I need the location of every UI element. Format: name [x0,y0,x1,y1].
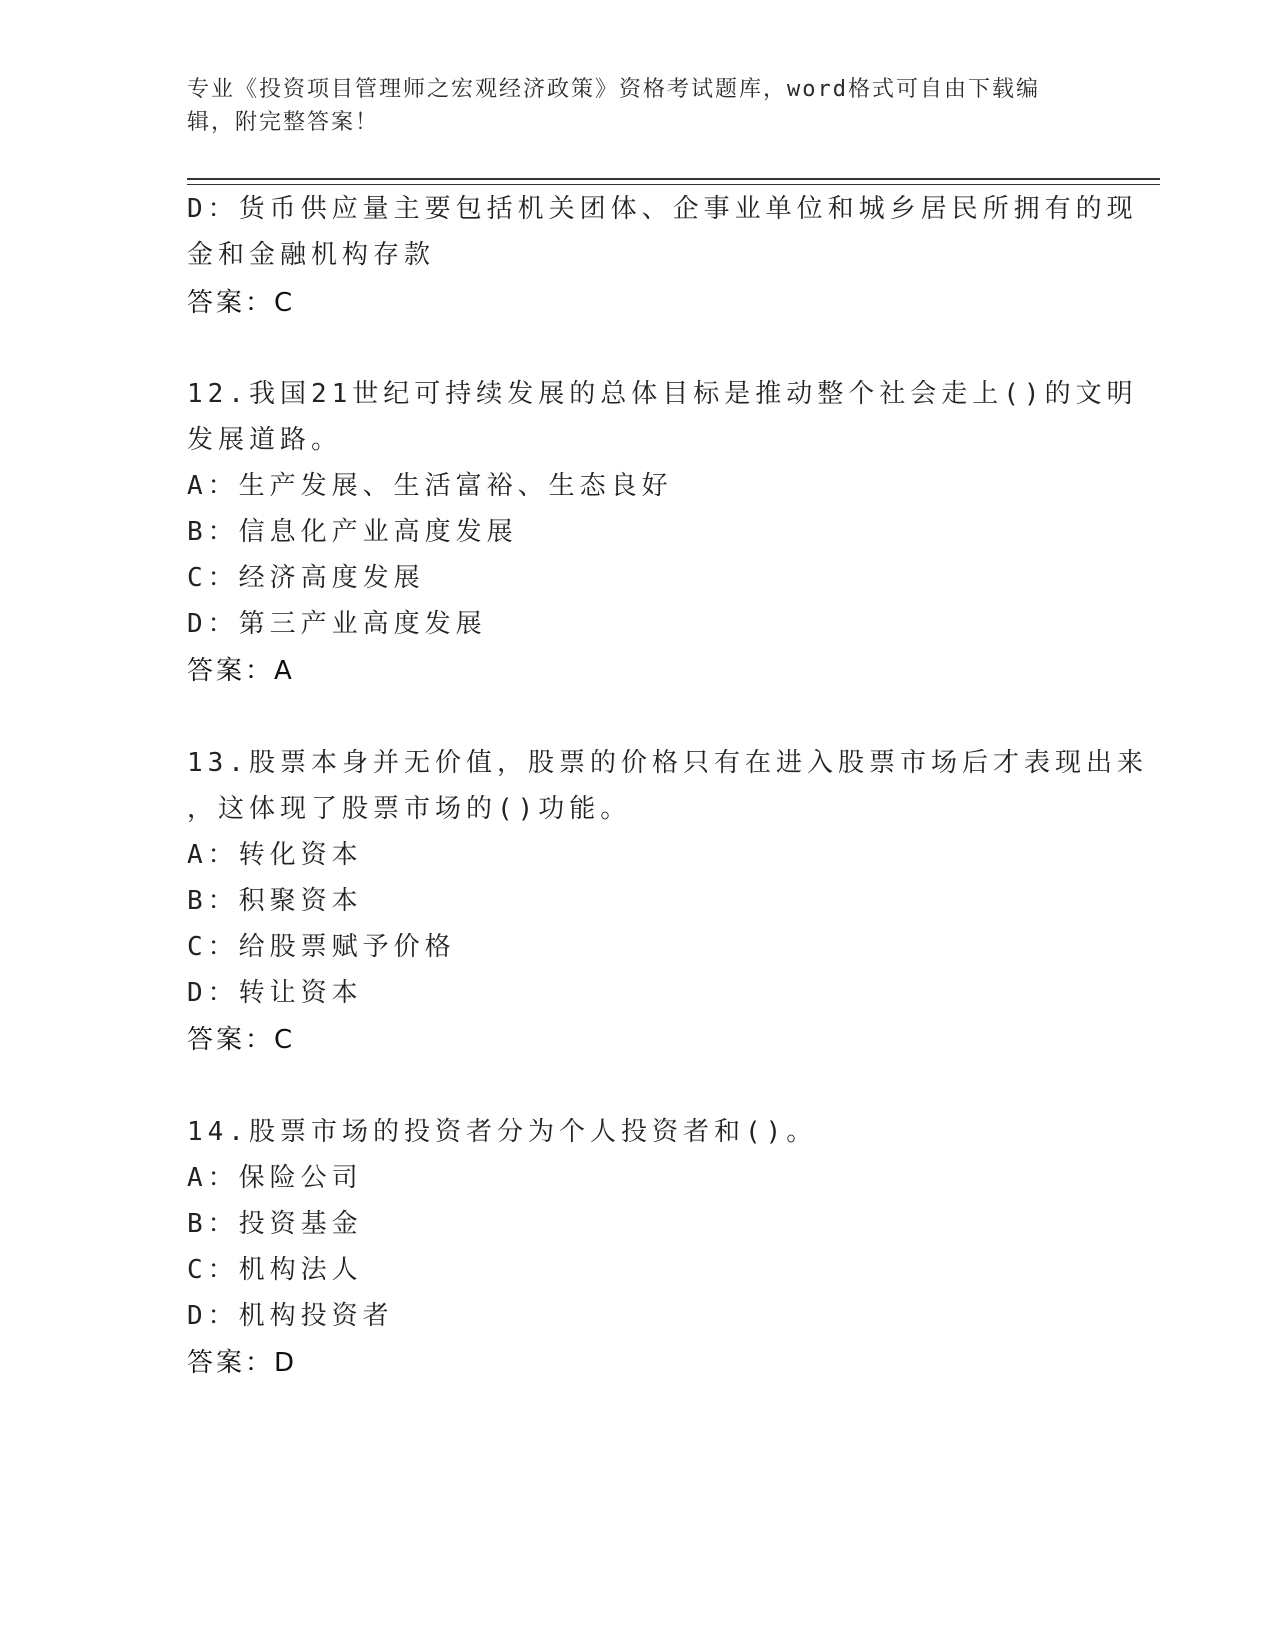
q14-option-b: B：投资基金 [187,1209,363,1239]
q13-answer: 答案：C [187,1025,296,1055]
q14-option-d: D：机构投资者 [187,1301,394,1331]
q12-answer: 答案：A [187,656,295,686]
q12-option-c: C：经济高度发展 [187,563,425,593]
header-line-2: 辑，附完整答案！ [187,110,380,135]
header-rule-top [187,178,1160,180]
carry-option-d-line-2: 金和金融机构存款 [187,240,436,270]
q13-option-a: A：转化资本 [187,840,363,870]
q12-option-b: B：信息化产业高度发展 [187,517,518,547]
q12-option-d: D：第三产业高度发展 [187,609,487,639]
carry-answer: 答案：C [187,288,296,318]
q12-stem-line-2: 发展道路。 [187,425,343,455]
page-header [187,73,1087,139]
header-line-1: 专业《投资项目管理师之宏观经济政策》资格考试题库，word格式可自由下载编 [187,77,1040,102]
q14-option-a: A：保险公司 [187,1163,363,1193]
carry-option-d-line-1: D：货币供应量主要包括机关团体、企事业单位和城乡居民所拥有的现 [187,194,1138,224]
q12-stem-line-1: 12.我国21世纪可持续发展的总体目标是推动整个社会走上()的文明 [187,379,1138,409]
q12-option-a: A：生产发展、生活富裕、生态良好 [187,471,673,501]
q14-stem-line-1: 14.股票市场的投资者分为个人投资者和()。 [187,1117,818,1147]
q14-answer: 答案：D [187,1348,298,1378]
header-rule-bottom [187,184,1160,185]
q13-stem-line-1: 13.股票本身并无价值，股票的价格只有在进入股票市场后才表现出来 [187,748,1148,778]
q13-option-c: C：给股票赋予价格 [187,932,456,962]
q13-option-b: B：积聚资本 [187,886,363,916]
q13-stem-line-2: ，这体现了股票市场的()功能。 [187,794,632,824]
q13-option-d: D：转让资本 [187,978,363,1008]
q14-option-c: C：机构法人 [187,1255,363,1285]
